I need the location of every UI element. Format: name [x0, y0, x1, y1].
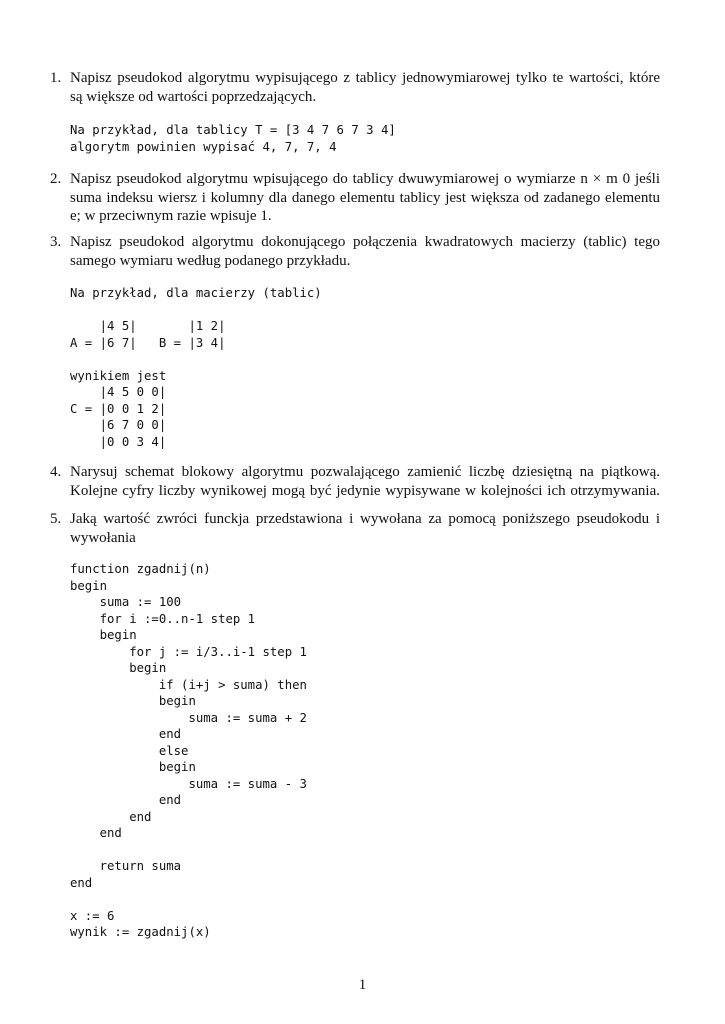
text-line: wywołania [70, 529, 136, 546]
exercise-text [70, 233, 660, 270]
exercise-text [70, 69, 660, 106]
exercise-number: 1. [50, 70, 62, 86]
example-code-3: Na przykład, dla macierzy (tablic) |4 5| |1 2| A = |6 7| B = |3 4| wynikiem jest |4 5 0 0| C = |0 0 1 2| |6 7 0 0| |0 0 3 4| [70, 286, 322, 449]
exercise-number: 5. [50, 511, 62, 527]
exercise-2 [50, 170, 660, 226]
text-line: Narysuj schemat blokowy algorytmu pozwalającego zamienić liczbę dziesiętną na piątkową. [70, 464, 660, 480]
text-line: Napisz pseudokod algorytmu dokonującego połączenia kwadratowych macierzy (tablic) tego [70, 234, 660, 250]
pseudocode-5: function zgadnij(n) begin suma := 100 for i :=0..n-1 step 1 begin for j := i/3..i-1 step 1 begin if (i+j > suma) then begin suma := suma + 2 end else begin suma := suma - 3 end end end return suma end x := 6 wynik := zgadnij(x) [70, 562, 307, 939]
exercise-4 [50, 463, 660, 500]
text-line: samego wymiaru według podanego przykładu. [70, 252, 351, 269]
text-line: e; w przeciwnym razie wpisuje 1. [70, 208, 272, 224]
text-line: suma indeksu wiersz i kolumny dla danego elementu tablicy jest większa od zadanego elementu [70, 189, 660, 206]
example-code-1: Na przykład, dla tablicy T = [3 4 7 6 7 3 4] algorytm powinien wypisać 4, 7, 7, 4 [70, 123, 396, 154]
exercise-text [70, 463, 660, 500]
text-line: Napisz pseudokod algorytmu wpisującego do tablicy dwuwymiarowej o wymiarze n × m 0 jeśli [70, 171, 660, 187]
exercise-3 [50, 233, 660, 270]
exercise-text [70, 510, 660, 547]
text-line: Kolejne cyfry liczby wynikowej mogą być jedynie wypisywane w kolejności ich otrzymywania. [70, 482, 660, 499]
exercise-number: 3. [50, 234, 62, 250]
exercise-5 [50, 510, 660, 547]
text-line: Napisz pseudokod algorytmu wypisującego z tablicy jednowymiarowej tylko te wartości, które [70, 70, 660, 86]
exercise-number: 4. [50, 464, 62, 480]
exercise-text [70, 170, 660, 226]
exercise-number: 2. [50, 171, 62, 187]
exercise-1 [50, 69, 660, 106]
page-number: 1 [358, 977, 367, 993]
text-line: Jaką wartość zwróci funckja przedstawiona i wywołana za pomocą poniższego pseudokodu i [70, 511, 660, 527]
text-line: są większe od wartości poprzedzających. [70, 88, 317, 105]
